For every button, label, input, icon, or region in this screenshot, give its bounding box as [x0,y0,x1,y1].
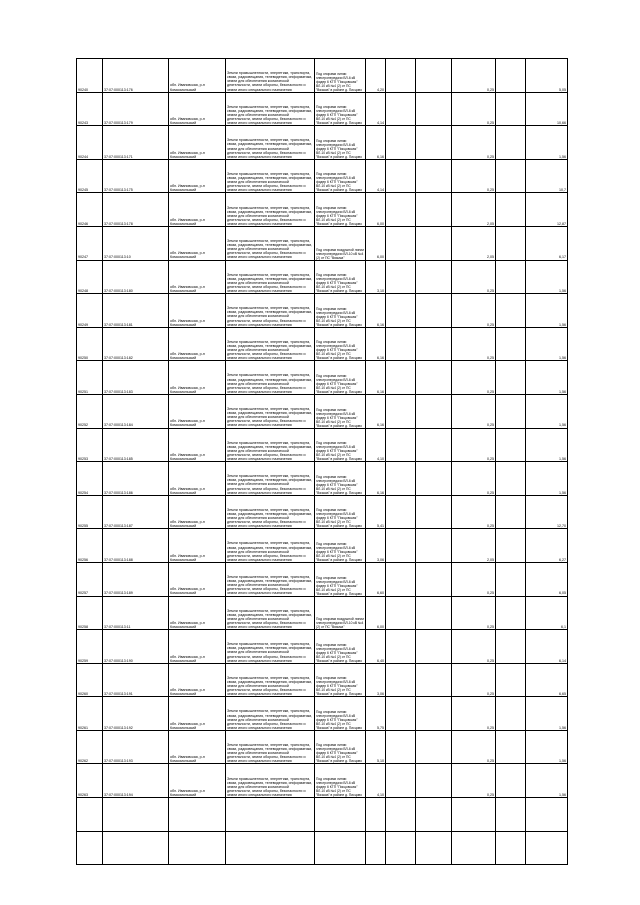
table-row [77,562,568,596]
cost-value: 2,05 [452,193,496,227]
permitted-use: Под опорами линии электропередачи ВЛ-6 кВ фидер 6 КТП "Писцовская" ВЛ-10 кВ №4 (2) от ПС "Вязьма" в районе д. Писцово [315,59,366,93]
area-value: 4,14 [366,92,386,126]
row-id: 90243 [77,92,103,126]
address: обл. Ивановская, р-н Комсомольский [169,596,226,630]
cadastral-number: 37:07:000113:178 [103,193,169,227]
permitted-use: Под опорами линии электропередачи ВЛ-6 кВ фидер 6 КТП "Писцовская" ВЛ-10 кВ №4 (2) от ПС "Вязьма" в районе д. Писцово [315,495,366,529]
empty-cell [416,831,452,865]
cost-value: 0,25 [452,394,496,428]
row-id: 90245 [77,159,103,193]
empty-cell [496,92,526,126]
cadastral-number: 37:07:000113:186 [103,462,169,496]
cost-value: 0,25 [452,159,496,193]
empty-cell [496,697,526,731]
cadastral-number: 37:07:000113:11 [103,596,169,630]
permitted-use: Под опорами линии электропередачи ВЛ-6 кВ фидер 6 КТП "Писцовская" ВЛ-10 кВ №4 (2) от ПС "Вязьма" в районе д. Писцово [315,361,366,395]
cadastral-number: 37:07:000113:193 [103,730,169,764]
empty-cell [386,730,416,764]
address: обл. Ивановская, р-н Комсомольский [169,394,226,428]
row-id: 90249 [77,294,103,328]
address [169,831,226,865]
cadastral-number: 37:07:000113:182 [103,327,169,361]
table-body [77,59,568,865]
cadastral-number: 37:07:000113:192 [103,697,169,731]
cost-value: 0,25 [452,59,496,93]
land-category: Земли промышленности, энергетики, транспорта, связи, радиовещания, телевидения, информатики, земли для обеспечения космической деятельности, земли обороны, безопасности и земли иного специального назначения [226,562,315,596]
empty-cell [386,126,416,160]
empty-cell [496,596,526,630]
sum-value: 1,56 [526,327,568,361]
area-value: 6,16 [366,462,386,496]
area-value: 3,10 [366,260,386,294]
land-category: Земли промышленности, энергетики, транспорта, связи, радиовещания, телевидения, информатики, земли для обеспечения космической деятельности, земли обороны, безопасности и земли иного специального назначения [226,59,315,93]
table-row [77,495,568,529]
address [169,798,226,832]
permitted-use: Под опорами линии электропередачи ВЛ-6 кВ фидер 6 КТП "Писцовская" ВЛ-10 кВ №4 (2) от ПС "Вязьма" в районе д. Писцово [315,327,366,361]
address: обл. Ивановская, р-н Комсомольский [169,226,226,260]
area-value: 6,60 [366,562,386,596]
sum-value [526,798,568,832]
empty-cell [386,596,416,630]
area-value [366,831,386,865]
permitted-use: Под опорами линии электропередачи ВЛ-6 кВ фидер 6 КТП "Писцовская" ВЛ-10 кВ №4 (2) от ПС "Вязьма" в районе д. Писцово [315,193,366,227]
sum-value: 6,27 [526,529,568,563]
empty-cell [416,630,452,664]
empty-cell [416,764,452,798]
address: обл. Ивановская, р-н Комсомольский [169,697,226,731]
cost-value: 0,25 [452,294,496,328]
cadastral-number: 37:07:000113:184 [103,394,169,428]
address: обл. Ивановская, р-н Комсомольский [169,260,226,294]
land-category: Земли промышленности, энергетики, транспорта, связи, радиовещания, телевидения, информатики, земли для обеспечения космической деятельности, земли обороны, безопасности и земли иного специального назначения [226,428,315,462]
table-row [77,764,568,798]
table-row [77,327,568,361]
sum-value: 6,05 [526,562,568,596]
empty-cell [386,92,416,126]
empty-cell [416,663,452,697]
land-category: Земли промышленности, энергетики, транспорта, связи, радиовещания, телевидения, информатики, земли для обеспечения космической деятельности, земли обороны, безопасности и земли иного специального назначения [226,159,315,193]
address: обл. Ивановская, р-н Комсомольский [169,529,226,563]
empty-cell [416,361,452,395]
row-id: 90246 [77,193,103,227]
row-id: 90258 [77,596,103,630]
empty-cell [416,59,452,93]
empty-cell [496,327,526,361]
empty-cell [416,730,452,764]
land-category: Земли промышленности, энергетики, транспорта, связи, радиовещания, телевидения, информатики, земли для обеспечения космической деятельности, земли обороны, безопасности и земли иного специального назначения [226,226,315,260]
cost-value: 0,25 [452,697,496,731]
empty-cell [386,260,416,294]
empty-cell [496,226,526,260]
empty-cell [496,630,526,664]
land-category: Земли промышленности, энергетики, транспорта, связи, радиовещания, телевидения, информатики, земли для обеспечения космической деятельности, земли обороны, безопасности и земли иного специального назначения [226,327,315,361]
empty-cell [386,697,416,731]
cost-value: 0,25 [452,663,496,697]
empty-cell [496,529,526,563]
permitted-use: Под опорами линии электропередачи ВЛ-6 кВ фидер 6 КТП "Писцовская" ВЛ-10 кВ №4 (2) от ПС "Вязьма" в районе д. Писцово [315,663,366,697]
empty-cell [416,260,452,294]
cadastral-number: 37:07:000113:176 [103,59,169,93]
area-value: 6,40 [366,630,386,664]
empty-cell [386,630,416,664]
cost-value: 0,25 [452,92,496,126]
table-row [77,730,568,764]
empty-cell [386,529,416,563]
land-category: Земли промышленности, энергетики, транспорта, связи, радиовещания, телевидения, информатики, земли для обеспечения космической деятельности, земли обороны, безопасности и земли иного специального назначения [226,764,315,798]
area-value: 4,10 [366,428,386,462]
address: обл. Ивановская, р-н Комсомольский [169,730,226,764]
cost-value: 0,25 [452,428,496,462]
address: обл. Ивановская, р-н Комсомольский [169,361,226,395]
permitted-use: Под опорами линии электропередачи ВЛ-6 кВ фидер 6 КТП "Писцовская" ВЛ-10 кВ №4 (2) от ПС "Вязьма" в районе д. Писцово [315,428,366,462]
address: обл. Ивановская, р-н Комсомольский [169,630,226,664]
empty-cell [386,159,416,193]
cadastral-number: 37:07:000113:175 [103,159,169,193]
cost-value: 2,05 [452,226,496,260]
empty-cell [496,798,526,832]
row-id: 90251 [77,361,103,395]
area-value: 6,16 [366,394,386,428]
empty-cell [496,361,526,395]
land-category: Земли промышленности, энергетики, транспорта, связи, радиовещания, телевидения, информатики, земли для обеспечения космической деятельности, земли обороны, безопасности и земли иного специального назначения [226,495,315,529]
sum-value [526,831,568,865]
empty-cell [386,294,416,328]
land-category: Земли промышленности, энергетики, транспорта, связи, радиовещания, телевидения, информатики, земли для обеспечения космической деятельности, земли обороны, безопасности и земли иного специального назначения [226,394,315,428]
row-id: 90261 [77,697,103,731]
cadastral-number: 37:07:000113:187 [103,495,169,529]
row-id: 90247 [77,226,103,260]
cost-value: 2,05 [452,529,496,563]
cadastral-number: 37:07:000113:189 [103,562,169,596]
table-row [77,798,568,832]
land-category: Земли промышленности, энергетики, транспорта, связи, радиовещания, телевидения, информатики, земли для обеспечения космической деятельности, земли обороны, безопасности и земли иного специального назначения [226,92,315,126]
cadastral-number: 37:07:000113:180 [103,260,169,294]
table-row [77,596,568,630]
cost-value [452,831,496,865]
address: обл. Ивановская, р-н Комсомольский [169,193,226,227]
address: обл. Ивановская, р-н Комсомольский [169,764,226,798]
empty-cell [416,126,452,160]
sum-value: 1,56 [526,764,568,798]
sum-value: 6,14 [526,630,568,664]
address: обл. Ивановская, р-н Комсомольский [169,126,226,160]
empty-cell [386,764,416,798]
table-row [77,361,568,395]
sum-value: 1,56 [526,394,568,428]
empty-cell [416,159,452,193]
empty-cell [496,428,526,462]
cadastral-number [103,831,169,865]
address: обл. Ивановская, р-н Комсомольский [169,462,226,496]
cost-value: 0,25 [452,327,496,361]
row-id [77,831,103,865]
row-id: 90250 [77,327,103,361]
empty-cell [496,495,526,529]
row-id: 90260 [77,663,103,697]
cadastral-number: 37:07:000113:194 [103,764,169,798]
empty-cell [386,462,416,496]
area-value: 6,16 [366,126,386,160]
land-category [226,798,315,832]
sum-value: 6,17 [526,226,568,260]
land-category: Земли промышленности, энергетики, транспорта, связи, радиовещания, телевидения, информатики, земли для обеспечения космической деятельности, земли обороны, безопасности и земли иного специального назначения [226,663,315,697]
area-value: 5,75 [366,697,386,731]
empty-cell [386,663,416,697]
sum-value: 1,56 [526,697,568,731]
empty-cell [416,462,452,496]
land-category: Земли промышленности, энергетики, транспорта, связи, радиовещания, телевидения, информатики, земли для обеспечения космической деятельности, земли обороны, безопасности и земли иного специального назначения [226,596,315,630]
cadastral-number: 37:07:000113:188 [103,529,169,563]
land-category: Земли промышленности, энергетики, транспорта, связи, радиовещания, телевидения, информатики, земли для обеспечения космической деятельности, земли обороны, безопасности и земли иного специального назначения [226,730,315,764]
cost-value: 0,25 [452,126,496,160]
table-row [77,663,568,697]
cadastral-number: 37:07:000113:179 [103,92,169,126]
empty-cell [386,495,416,529]
empty-cell [496,193,526,227]
permitted-use: Под опорами линии электропередачи ВЛ-6 кВ фидер 6 КТП "Писцовская" ВЛ-10 кВ №4 (2) от ПС "Вязьма" в районе д. Писцово [315,92,366,126]
sum-value: 12,70 [526,495,568,529]
permitted-use: Под опорами линии электропередачи ВЛ-6 кВ фидер 6 КТП "Писцовская" ВЛ-10 кВ №4 (2) от ПС "Вязьма" в районе д. Писцово [315,260,366,294]
row-id [77,798,103,832]
empty-cell [386,428,416,462]
permitted-use: Под опорами воздушной линии электропередачи ВЛ-10 кВ №4 (2) от ПС "Вязьма" [315,226,366,260]
empty-cell [496,764,526,798]
address: обл. Ивановская, р-н Комсомольский [169,495,226,529]
row-id: 90244 [77,126,103,160]
permitted-use [315,831,366,865]
empty-cell [416,697,452,731]
sum-value: 1,56 [526,361,568,395]
empty-cell [416,495,452,529]
empty-cell [416,327,452,361]
table-row [77,59,568,93]
area-value: 5,10 [366,730,386,764]
address: обл. Ивановская, р-н Комсомольский [169,562,226,596]
empty-cell [496,462,526,496]
cost-value: 0,25 [452,596,496,630]
row-id: 90259 [77,630,103,664]
table-row [77,428,568,462]
table-row [77,630,568,664]
empty-cell [416,562,452,596]
sum-value: 1,56 [526,260,568,294]
permitted-use: Под опорами линии электропередачи ВЛ-6 кВ фидер 6 КТП "Писцовская" ВЛ-10 кВ №4 (2) от ПС "Вязьма" в районе д. Писцово [315,294,366,328]
cadastral-number: 37:07:000113:183 [103,361,169,395]
row-id: 90263 [77,764,103,798]
permitted-use: Под опорами линии электропередачи ВЛ-6 кВ фидер 6 КТП "Писцовская" ВЛ-10 кВ №4 (2) от ПС "Вязьма" в районе д. Писцово [315,159,366,193]
row-id: 90252 [77,394,103,428]
empty-cell [386,798,416,832]
area-value: 6,00 [366,226,386,260]
empty-cell [496,126,526,160]
empty-cell [496,663,526,697]
cost-value: 0,25 [452,764,496,798]
cost-value: 0,25 [452,630,496,664]
area-value: 6,16 [366,361,386,395]
sum-value: 5,05 [526,59,568,93]
area-value [366,798,386,832]
empty-cell [416,529,452,563]
empty-cell [496,394,526,428]
land-category: Земли промышленности, энергетики, транспорта, связи, радиовещания, телевидения, информатики, земли для обеспечения космической деятельности, земли обороны, безопасности и земли иного специального назначения [226,462,315,496]
empty-cell [386,193,416,227]
land-category [226,831,315,865]
sum-value: 10,66 [526,92,568,126]
area-value: 4,14 [366,159,386,193]
table-row [77,260,568,294]
address: обл. Ивановская, р-н Комсомольский [169,59,226,93]
sum-value: 1,56 [526,462,568,496]
area-value: 4,10 [366,764,386,798]
permitted-use: Под опорами линии электропередачи ВЛ-6 кВ фидер 6 КТП "Писцовская" ВЛ-10 кВ №4 (2) от ПС "Вязьма" в районе д. Писцово [315,126,366,160]
empty-cell [496,159,526,193]
row-id: 90248 [77,260,103,294]
sum-value: 1,56 [526,126,568,160]
empty-cell [416,294,452,328]
cadastral-number: 37:07:000113:185 [103,428,169,462]
empty-cell [416,428,452,462]
empty-cell [416,193,452,227]
land-category: Земли промышленности, энергетики, транспорта, связи, радиовещания, телевидения, информатики, земли для обеспечения космической деятельности, земли обороны, безопасности и земли иного специального назначения [226,193,315,227]
empty-cell [386,831,416,865]
permitted-use: Под опорами линии электропередачи ВЛ-6 кВ фидер 6 КТП "Писцовская" ВЛ-10 кВ №4 (2) от ПС "Вязьма" в районе д. Писцово [315,697,366,731]
empty-cell [416,798,452,832]
land-category: Земли промышленности, энергетики, транспорта, связи, радиовещания, телевидения, информатики, земли для обеспечения космической деятельности, земли обороны, безопасности и земли иного специального назначения [226,260,315,294]
empty-cell [386,327,416,361]
row-id: 90257 [77,562,103,596]
empty-cell [496,294,526,328]
address: обл. Ивановская, р-н Комсомольский [169,428,226,462]
empty-cell [386,59,416,93]
cadastral-number [103,798,169,832]
area-value: 5,41 [366,495,386,529]
empty-cell [386,394,416,428]
sum-value: 1,56 [526,294,568,328]
cost-value: 0,25 [452,562,496,596]
cost-value: 0,25 [452,462,496,496]
land-plots-table [76,58,568,865]
cadastral-number: 37:07:000113:171 [103,126,169,160]
area-value: 6,16 [366,294,386,328]
empty-cell [496,562,526,596]
area-value: 6,00 [366,193,386,227]
address: обл. Ивановская, р-н Комсомольский [169,159,226,193]
address: обл. Ивановская, р-н Комсомольский [169,663,226,697]
land-category: Земли промышленности, энергетики, транспорта, связи, радиовещания, телевидения, информатики, земли для обеспечения космической деятельности, земли обороны, безопасности и земли иного специального назначения [226,529,315,563]
land-category: Земли промышленности, энергетики, транспорта, связи, радиовещания, телевидения, информатики, земли для обеспечения космической деятельности, земли обороны, безопасности и земли иного специального назначения [226,294,315,328]
empty-cell [386,562,416,596]
area-value: 3,06 [366,663,386,697]
cadastral-number: 37:07:000113:191 [103,663,169,697]
table-row [77,462,568,496]
row-id: 90256 [77,529,103,563]
cost-value [452,798,496,832]
area-value: 3,06 [366,529,386,563]
table-row [77,394,568,428]
empty-cell [416,226,452,260]
empty-cell [496,730,526,764]
area-value: 4,20 [366,59,386,93]
sum-value: 1,56 [526,730,568,764]
address: обл. Ивановская, р-н Комсомольский [169,294,226,328]
table-row [77,193,568,227]
table-row [77,831,568,865]
row-id: 90254 [77,462,103,496]
cadastral-number: 37:07:000113:190 [103,630,169,664]
cost-value: 0,25 [452,495,496,529]
table-row [77,529,568,563]
address: обл. Ивановская, р-н Комсомольский [169,92,226,126]
empty-cell [496,831,526,865]
permitted-use: Под опорами линии электропередачи ВЛ-6 кВ фидер 6 КТП "Писцовская" ВЛ-10 кВ №4 (2) от ПС "Вязьма" в районе д. Писцово [315,394,366,428]
area-value: 6,00 [366,596,386,630]
cost-value: 0,25 [452,260,496,294]
area-value: 6,16 [366,327,386,361]
land-category: Земли промышленности, энергетики, транспорта, связи, радиовещания, телевидения, информатики, земли для обеспечения космической деятельности, земли обороны, безопасности и земли иного специального назначения [226,361,315,395]
empty-cell [386,361,416,395]
land-category: Земли промышленности, энергетики, транспорта, связи, радиовещания, телевидения, информатики, земли для обеспечения космической деятельности, земли обороны, безопасности и земли иного специального назначения [226,697,315,731]
permitted-use: Под опорами линии электропередачи ВЛ-6 кВ фидер 6 КТП "Писцовская" ВЛ-10 кВ №4 (2) от ПС "Вязьма" в районе д. Писцово [315,462,366,496]
permitted-use: Под опорами линии электропередачи ВЛ-6 кВ фидер 6 КТП "Писцовская" ВЛ-10 кВ №4 (2) от ПС "Вязьма" в районе д. Писцово [315,562,366,596]
cadastral-number: 37:07:000113:10 [103,226,169,260]
permitted-use: Под опорами воздушной линии электропередачи ВЛ-10 кВ №4 (2) от ПС "Вязьма" [315,596,366,630]
table-row [77,126,568,160]
table-row [77,226,568,260]
address: обл. Ивановская, р-н Комсомольский [169,327,226,361]
permitted-use: Под опорами линии электропередачи ВЛ-6 кВ фидер 6 КТП "Писцовская" ВЛ-10 кВ №4 (2) от ПС "Вязьма" в районе д. Писцово [315,730,366,764]
empty-cell [386,226,416,260]
land-category: Земли промышленности, энергетики, транспорта, связи, радиовещания, телевидения, информатики, земли для обеспечения космической деятельности, земли обороны, безопасности и земли иного специального назначения [226,126,315,160]
cost-value: 0,25 [452,730,496,764]
row-id: 90253 [77,428,103,462]
cost-value: 0,25 [452,361,496,395]
empty-cell [416,92,452,126]
sum-value: 1,56 [526,428,568,462]
land-category: Земли промышленности, энергетики, транспорта, связи, радиовещания, телевидения, информатики, земли для обеспечения космической деятельности, земли обороны, безопасности и земли иного специального назначения [226,630,315,664]
cadastral-number: 37:07:000113:181 [103,294,169,328]
table-row [77,294,568,328]
permitted-use: Под опорами линии электропередачи ВЛ-6 кВ фидер 6 КТП "Писцовская" ВЛ-10 кВ №4 (2) от ПС "Вязьма" в районе д. Писцово [315,630,366,664]
row-id: 90240 [77,59,103,93]
permitted-use: Под опорами линии электропередачи ВЛ-6 кВ фидер 6 КТП "Писцовская" ВЛ-10 кВ №4 (2) от ПС "Вязьма" в районе д. Писцово [315,764,366,798]
sum-value: 12,87 [526,193,568,227]
sum-value: 6,65 [526,663,568,697]
sum-value: 10,7 [526,159,568,193]
table-row [77,697,568,731]
empty-cell [496,260,526,294]
row-id: 90255 [77,495,103,529]
permitted-use: Под опорами линии электропередачи ВЛ-6 кВ фидер 6 КТП "Писцовская" ВЛ-10 кВ №4 (2) от ПС "Вязьма" в районе д. Писцово [315,529,366,563]
permitted-use [315,798,366,832]
sum-value: 6,1 [526,596,568,630]
empty-cell [416,596,452,630]
table-row [77,92,568,126]
empty-cell [416,394,452,428]
table-row [77,159,568,193]
row-id: 90262 [77,730,103,764]
document-page [76,58,567,898]
empty-cell [496,59,526,93]
